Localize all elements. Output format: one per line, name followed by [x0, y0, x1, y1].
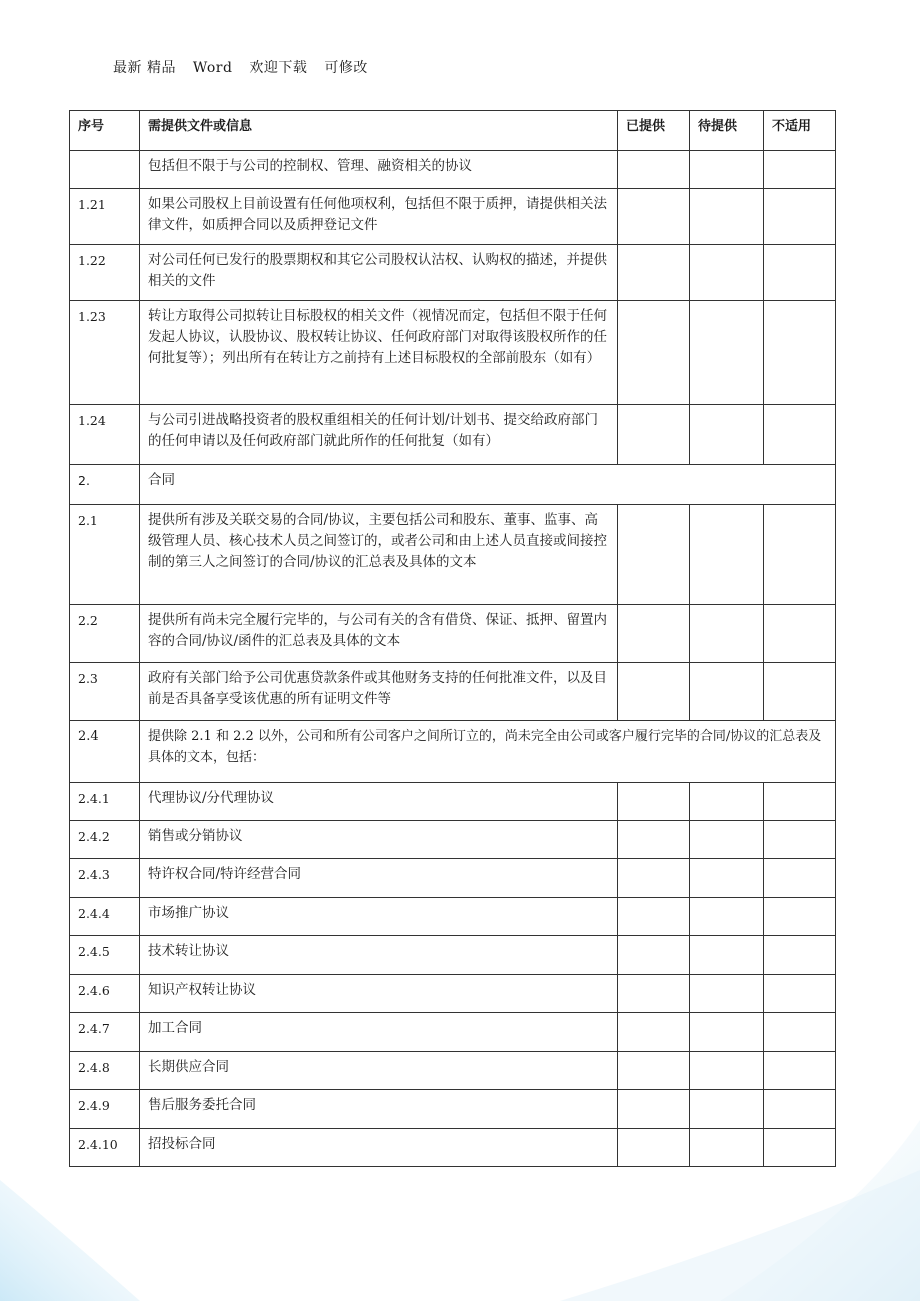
- col-header-provided: 已提供: [618, 111, 690, 151]
- section-row: [70, 465, 836, 505]
- row-number: 2.2: [70, 605, 140, 663]
- row-text: 对公司任何已发行的股票期权和其它公司股权认沽权、认购权的描述，并提供相关的文件: [140, 245, 618, 301]
- pending-cell[interactable]: [690, 245, 764, 301]
- row-text: 提供除 2.1 和 2.2 以外，公司和所有公司客户之间所订立的，尚未完全由公司或客户履行完毕的合同/协议的汇总表及具体的文本，包括：: [140, 721, 836, 783]
- subsection-row: [70, 721, 836, 783]
- pending-cell[interactable]: [690, 301, 764, 405]
- table-row: [70, 301, 836, 405]
- row-text: 售后服务委托合同: [140, 1090, 618, 1129]
- row-number: 2.4.2: [70, 821, 140, 859]
- na-cell[interactable]: [764, 975, 836, 1013]
- pending-cell[interactable]: [690, 1013, 764, 1052]
- row-number: 2.4.5: [70, 936, 140, 975]
- row-text: 招投标合同: [140, 1129, 618, 1167]
- provided-cell[interactable]: [618, 821, 690, 859]
- row-text: 包括但不限于与公司的控制权、管理、融资相关的协议: [140, 151, 618, 189]
- row-text: 与公司引进战略投资者的股权重组相关的任何计划/计划书、提交给政府部门的任何申请以及任何政府部门就此所作的任何批复（如有）: [140, 405, 618, 465]
- pending-cell[interactable]: [690, 405, 764, 465]
- table-header-row: [70, 111, 836, 151]
- pending-cell[interactable]: [690, 151, 764, 189]
- provided-cell[interactable]: [618, 245, 690, 301]
- provided-cell[interactable]: [618, 975, 690, 1013]
- na-cell[interactable]: [764, 301, 836, 405]
- na-cell[interactable]: [764, 898, 836, 936]
- row-text: 市场推广协议: [140, 898, 618, 936]
- na-cell[interactable]: [764, 605, 836, 663]
- table-row: [70, 245, 836, 301]
- row-number: 2.4.3: [70, 859, 140, 898]
- row-number: 2.4.9: [70, 1090, 140, 1129]
- provided-cell[interactable]: [618, 151, 690, 189]
- col-header-number: 序号: [70, 111, 140, 151]
- row-number: 2.3: [70, 663, 140, 721]
- na-cell[interactable]: [764, 1090, 836, 1129]
- table-row: [70, 1129, 836, 1167]
- row-number: 1.22: [70, 245, 140, 301]
- provided-cell[interactable]: [618, 505, 690, 605]
- na-cell[interactable]: [764, 1013, 836, 1052]
- na-cell[interactable]: [764, 151, 836, 189]
- provided-cell[interactable]: [618, 1052, 690, 1090]
- row-number: 1.24: [70, 405, 140, 465]
- row-number: 2.4.4: [70, 898, 140, 936]
- document-checklist-table: [69, 110, 836, 1167]
- row-number: 1.21: [70, 189, 140, 245]
- row-number: 2.4.1: [70, 783, 140, 821]
- row-number: 1.23: [70, 301, 140, 405]
- header-text-4: 可修改: [324, 60, 368, 76]
- col-header-pending: 待提供: [690, 111, 764, 151]
- pending-cell[interactable]: [690, 783, 764, 821]
- table-row: [70, 898, 836, 936]
- pending-cell[interactable]: [690, 663, 764, 721]
- col-header-na: 不适用: [764, 111, 836, 151]
- row-number: 2.1: [70, 505, 140, 605]
- provided-cell[interactable]: [618, 189, 690, 245]
- pending-cell[interactable]: [690, 1052, 764, 1090]
- na-cell[interactable]: [764, 245, 836, 301]
- provided-cell[interactable]: [618, 783, 690, 821]
- table-row: [70, 505, 836, 605]
- row-text: 知识产权转让协议: [140, 975, 618, 1013]
- row-text: 如果公司股权上目前设置有任何他项权利，包括但不限于质押，请提供相关法律文件，如质押合同以及质押登记文件: [140, 189, 618, 245]
- row-text: 代理协议/分代理协议: [140, 783, 618, 821]
- na-cell[interactable]: [764, 663, 836, 721]
- row-text: 技术转让协议: [140, 936, 618, 975]
- pending-cell[interactable]: [690, 189, 764, 245]
- row-number: 2.4.7: [70, 1013, 140, 1052]
- row-number: 2.4.10: [70, 1129, 140, 1167]
- table-row: [70, 1013, 836, 1052]
- provided-cell[interactable]: [618, 605, 690, 663]
- provided-cell[interactable]: [618, 301, 690, 405]
- document-header: [113, 57, 380, 77]
- pending-cell[interactable]: [690, 605, 764, 663]
- provided-cell[interactable]: [618, 405, 690, 465]
- row-text: 长期供应合同: [140, 1052, 618, 1090]
- row-text: 转让方取得公司拟转让目标股权的相关文件（视情况而定，包括但不限于任何发起人协议，认股协议、股权转让协议、任何政府部门对取得该股权所作的任何批复等）；列出所有在转让方之前持有上述目标股权的全部前股东（如有）: [140, 301, 618, 405]
- row-text: 提供所有尚未完全履行完毕的，与公司有关的含有借贷、保证、抵押、留置内容的合同/协议/函件的汇总表及具体的文本: [140, 605, 618, 663]
- pending-cell[interactable]: [690, 1090, 764, 1129]
- row-text: 特许权合同/特许经营合同: [140, 859, 618, 898]
- provided-cell[interactable]: [618, 1013, 690, 1052]
- row-number: 2.4.8: [70, 1052, 140, 1090]
- row-text: 销售或分销协议: [140, 821, 618, 859]
- pending-cell[interactable]: [690, 505, 764, 605]
- row-text: 加工合同: [140, 1013, 618, 1052]
- table-row: [70, 189, 836, 245]
- row-number: [70, 151, 140, 189]
- header-text-3: 欢迎下载: [249, 60, 308, 76]
- pending-cell[interactable]: [690, 859, 764, 898]
- header-text-2: Word: [192, 60, 233, 76]
- table-row: [70, 405, 836, 465]
- na-cell[interactable]: [764, 936, 836, 975]
- row-text: 政府有关部门给予公司优惠贷款条件或其他财务支持的任何批准文件，以及目前是否具备享受该优惠的所有证明文件等: [140, 663, 618, 721]
- row-number: 2.4.6: [70, 975, 140, 1013]
- na-cell[interactable]: [764, 189, 836, 245]
- provided-cell[interactable]: [618, 663, 690, 721]
- table-row: [70, 1052, 836, 1090]
- table-row: [70, 975, 836, 1013]
- na-cell[interactable]: [764, 505, 836, 605]
- na-cell[interactable]: [764, 1052, 836, 1090]
- na-cell[interactable]: [764, 1129, 836, 1167]
- provided-cell[interactable]: [618, 898, 690, 936]
- table-row: [70, 605, 836, 663]
- table-row: [70, 1090, 836, 1129]
- pending-cell[interactable]: [690, 898, 764, 936]
- table-row: [70, 663, 836, 721]
- table-row: [70, 936, 836, 975]
- header-text-1: 最新 精品: [113, 60, 176, 76]
- pending-cell[interactable]: [690, 975, 764, 1013]
- na-cell[interactable]: [764, 859, 836, 898]
- table-row: [70, 821, 836, 859]
- na-cell[interactable]: [764, 783, 836, 821]
- provided-cell[interactable]: [618, 859, 690, 898]
- table-row: [70, 151, 836, 189]
- section-number: 2.: [70, 465, 140, 505]
- na-cell[interactable]: [764, 405, 836, 465]
- na-cell[interactable]: [764, 821, 836, 859]
- provided-cell[interactable]: [618, 1090, 690, 1129]
- provided-cell[interactable]: [618, 936, 690, 975]
- provided-cell[interactable]: [618, 1129, 690, 1167]
- row-text: 提供所有涉及关联交易的合同/协议，主要包括公司和股东、董事、监事、高级管理人员、核心技术人员之间签订的，或者公司和由上述人员直接或间接控制的第三人之间签订的合同/协议的汇总表及具体的文本: [140, 505, 618, 605]
- pending-cell[interactable]: [690, 1129, 764, 1167]
- col-header-item: 需提供文件或信息: [140, 111, 618, 151]
- pending-cell[interactable]: [690, 936, 764, 975]
- section-title: 合同: [140, 465, 836, 505]
- pending-cell[interactable]: [690, 821, 764, 859]
- table-row: [70, 859, 836, 898]
- row-number: 2.4: [70, 721, 140, 783]
- table-row: [70, 783, 836, 821]
